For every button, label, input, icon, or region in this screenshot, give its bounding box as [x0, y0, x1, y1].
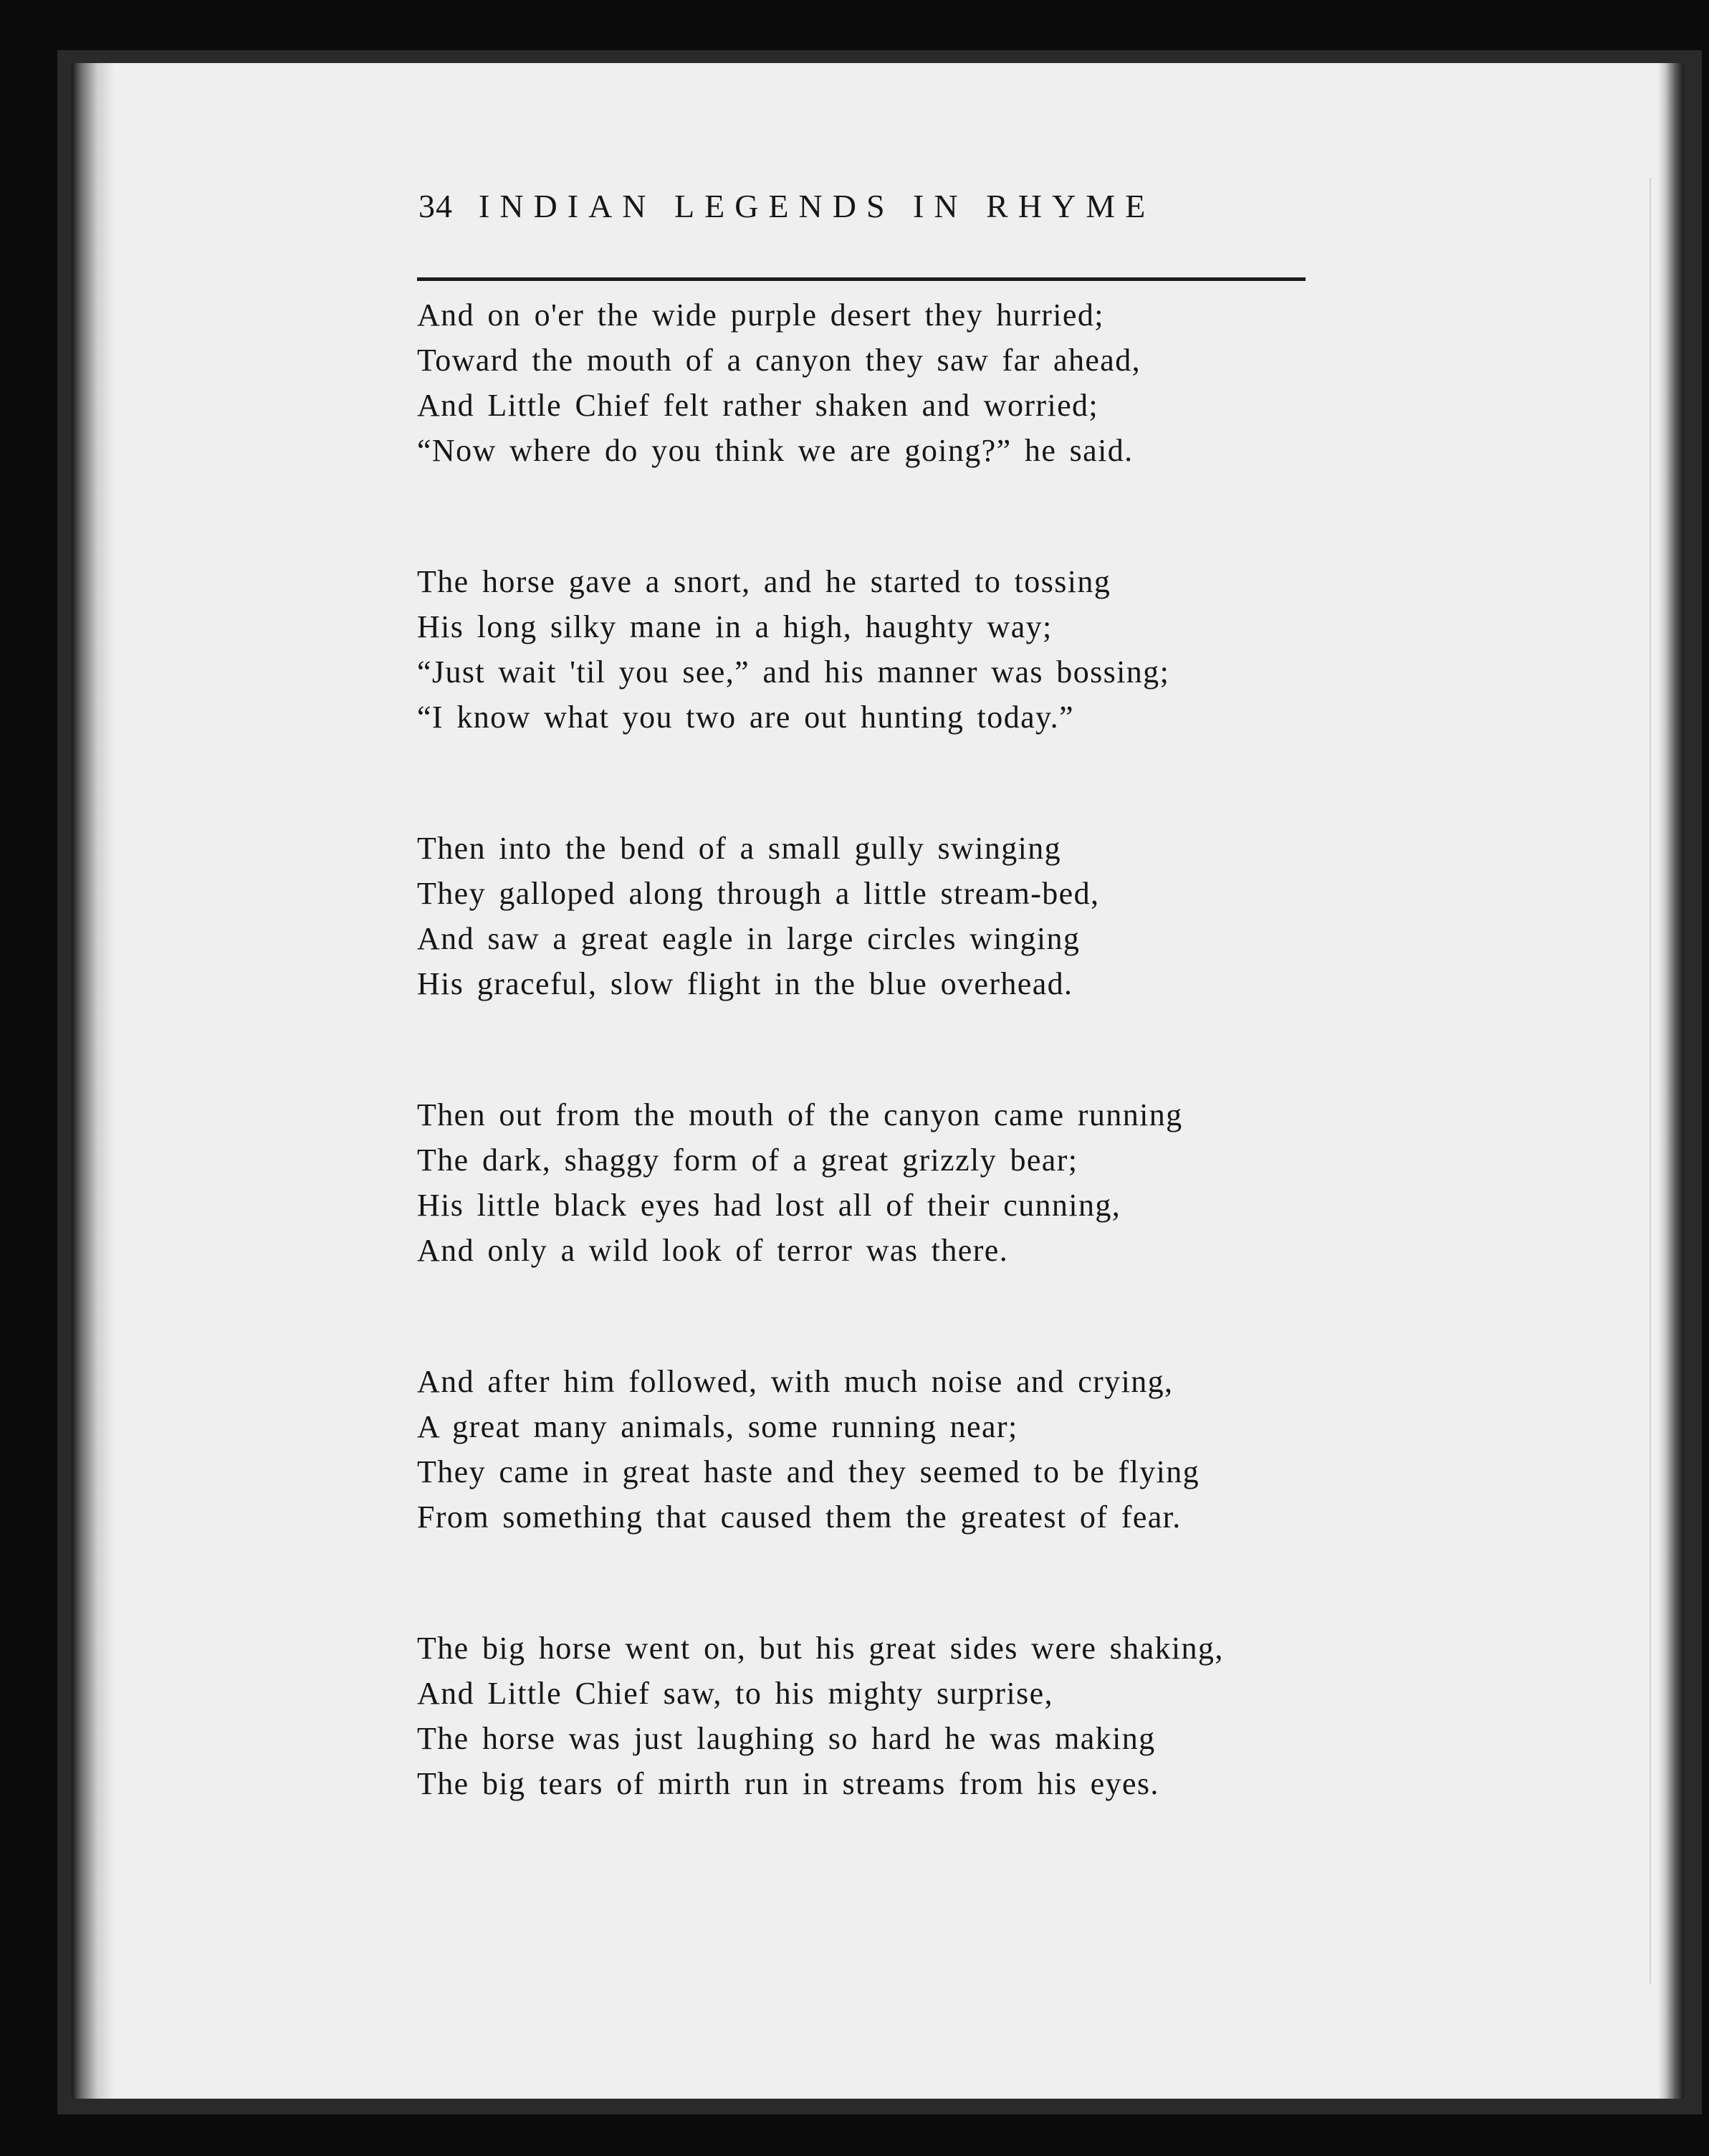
page-gutter-right	[1658, 63, 1684, 2099]
poem-line: The horse gave a snort, and he started to tossing	[417, 564, 1111, 599]
stanza-1	[417, 292, 1320, 559]
poem-line: And Little Chief felt rather shaken and worried;	[417, 388, 1099, 423]
poem-line: His long silky mane in a high, haughty way;	[417, 609, 1053, 644]
poem-line: They galloped along through a little stream-bed,	[417, 876, 1100, 911]
poem-line: And on o'er the wide purple desert they hurried;	[417, 297, 1104, 333]
running-head	[418, 163, 1304, 225]
poem-line: The horse was just laughing so hard he was making	[417, 1721, 1156, 1756]
header-rule	[417, 277, 1306, 281]
page-number: 34	[418, 188, 453, 224]
stanza-3	[417, 826, 1320, 1092]
poem-line: And only a wild look of terror was there.	[417, 1233, 1009, 1268]
poem-line: “I know what you two are out hunting today.”	[417, 700, 1074, 735]
poem-line: And Little Chief saw, to his mighty surprise,	[417, 1676, 1053, 1711]
poem-line: “Now where do you think we are going?” he said.	[417, 433, 1134, 468]
stanza-5	[417, 1359, 1320, 1626]
stanza-2	[417, 559, 1320, 826]
poem-body	[417, 292, 1320, 1892]
poem-line: And saw a great eagle in large circles winging	[417, 921, 1081, 956]
poem-line: “Just wait 'til you see,” and his manner was bossing;	[417, 654, 1170, 690]
poem-line: Then into the bend of a small gully swinging	[417, 831, 1062, 866]
page-gutter-left	[72, 63, 115, 2099]
poem-line: And after him followed, with much noise and crying,	[417, 1364, 1174, 1399]
poem-line: A great many animals, some running near;	[417, 1409, 1018, 1444]
poem-line: They came in great haste and they seemed to be flying	[417, 1454, 1200, 1489]
poem-line: From something that caused them the greatest of fear.	[417, 1499, 1182, 1535]
poem-line: Then out from the mouth of the canyon came running	[417, 1097, 1183, 1132]
stanza-6	[417, 1626, 1320, 1892]
poem-line: His little black eyes had lost all of their cunning,	[417, 1188, 1121, 1223]
book-title: INDIAN LEGENDS IN RHYME	[479, 188, 1156, 224]
stanza-4	[417, 1092, 1320, 1359]
poem-line: Toward the mouth of a canyon they saw far ahead,	[417, 343, 1141, 378]
facing-page-edge	[1650, 178, 1651, 1984]
poem-line: The big tears of mirth run in streams from his eyes.	[417, 1766, 1159, 1801]
poem-line: The big horse went on, but his great sides were shaking,	[417, 1631, 1224, 1666]
poem-line: The dark, shaggy form of a great grizzly bear;	[417, 1143, 1078, 1178]
poem-line: His graceful, slow flight in the blue overhead.	[417, 966, 1073, 1001]
